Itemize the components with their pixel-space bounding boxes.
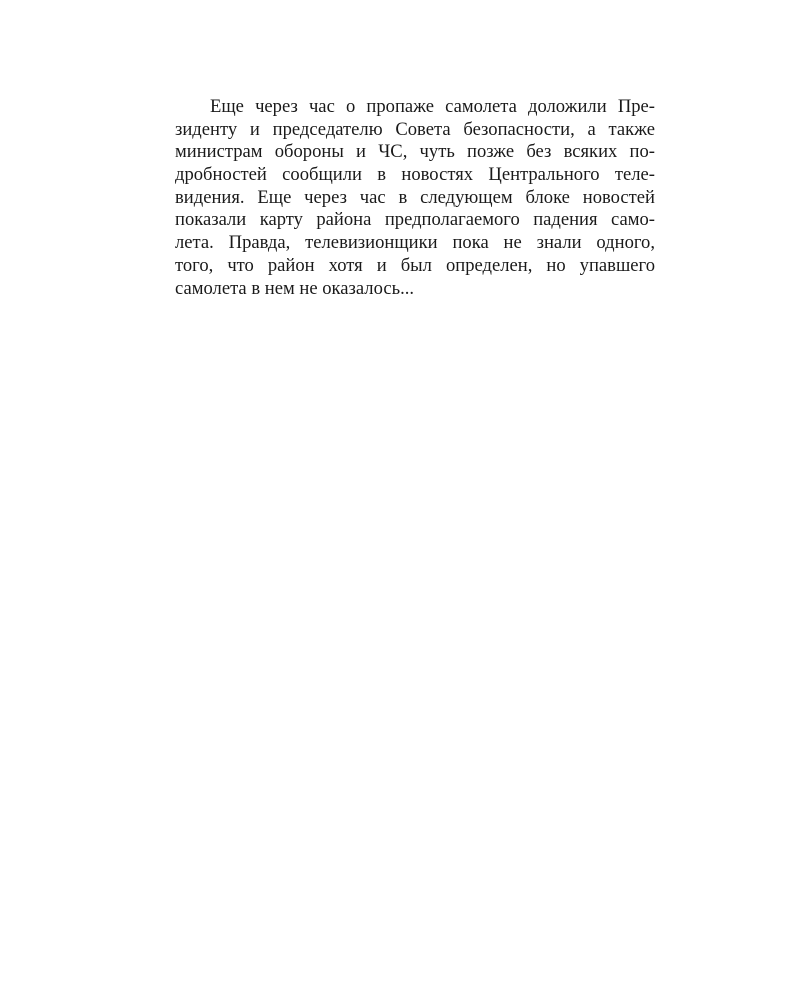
paragraph-line: видения. Еще через час в следующем блоке новостей: [175, 186, 655, 208]
paragraph-line: дробностей сообщили в новостях Центрального теле-: [175, 164, 655, 186]
paragraph-line: лета. Правда, телевизионщики пока не знали одного,: [175, 232, 655, 254]
paragraph-line: зиденту и председателю Совета безопасности, а также: [175, 118, 655, 140]
paragraph-line: того, что район хотя и был определен, но упавшего: [175, 254, 655, 276]
paragraph-line: показали карту района предполагаемого падения само-: [175, 209, 655, 231]
paragraph-line: министрам обороны и ЧС, чуть позже без всяких по-: [175, 141, 655, 163]
body-paragraph: [175, 96, 655, 300]
paragraph-line: самолета в нем не оказалось...: [175, 277, 415, 299]
paragraph-line: Еще через час о пропаже самолета доложили Пре-: [210, 96, 655, 117]
